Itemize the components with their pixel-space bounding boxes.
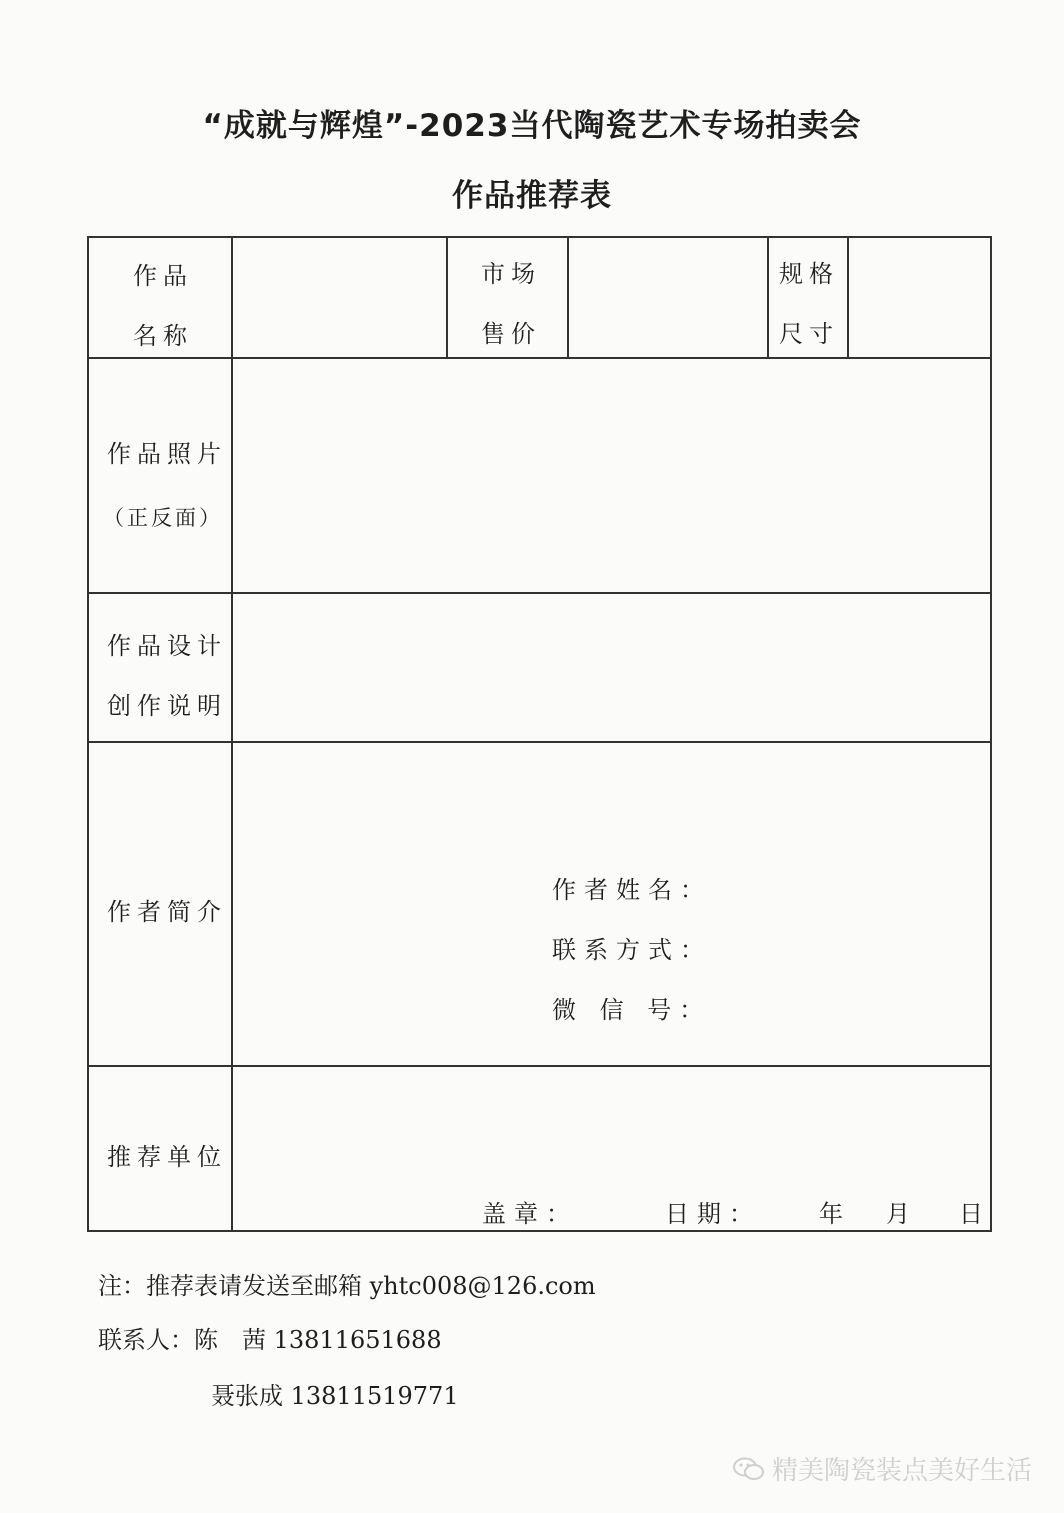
date-label: 日期： — [665, 1200, 761, 1228]
contact-label: 联系方式： — [552, 936, 712, 964]
size-field[interactable] — [849, 238, 990, 357]
note-contact-1: 联系人：陈 茜 13811651688 — [98, 1326, 442, 1354]
author-intro-label: 作者简介 — [107, 898, 227, 926]
photo-label: 作品照片 — [107, 440, 227, 468]
price-field[interactable] — [569, 238, 767, 357]
work-name-label-line1: 作品 — [133, 262, 193, 290]
recommender-field[interactable] — [233, 1067, 990, 1177]
size-label-line2: 尺寸 — [779, 320, 839, 348]
year-label: 年 — [819, 1200, 851, 1228]
day-label: 日 — [959, 1200, 991, 1228]
price-label-line2: 售价 — [481, 320, 541, 348]
note-contact-2: 聂张成 13811519771 — [211, 1382, 459, 1410]
author-intro-field[interactable] — [233, 743, 990, 863]
note-email: 注：推荐表请发送至邮箱 yhtc008@126.com — [98, 1272, 596, 1300]
page-title: “成就与辉煌”-2023当代陶瓷艺术专场拍卖会 — [202, 108, 862, 144]
wechat-id-label: 微 信 号： — [552, 996, 712, 1024]
photo-sublabel: （正反面） — [103, 506, 223, 530]
wechat-icon — [732, 1457, 766, 1481]
column-divider — [446, 238, 448, 357]
photo-field[interactable] — [233, 359, 990, 592]
design-label-line2: 创作说明 — [107, 692, 227, 720]
design-label-line1: 作品设计 — [107, 632, 227, 660]
recommender-label: 推荐单位 — [107, 1143, 227, 1171]
price-label-line1: 市场 — [481, 260, 541, 288]
watermark-text: 精美陶瓷装点美好生活 — [772, 1456, 1033, 1486]
work-name-label-line2: 名称 — [133, 322, 193, 350]
recommendation-form — [87, 236, 992, 1232]
watermark — [732, 1450, 1032, 1487]
author-name-label: 作者姓名： — [552, 876, 712, 904]
column-divider — [767, 238, 769, 357]
seal-label: 盖章： — [482, 1200, 578, 1228]
design-notes-field[interactable] — [233, 594, 990, 741]
month-label: 月 — [886, 1200, 918, 1228]
page-subtitle: 作品推荐表 — [452, 178, 612, 214]
work-name-field[interactable] — [233, 238, 446, 357]
size-label-line1: 规格 — [779, 260, 839, 288]
